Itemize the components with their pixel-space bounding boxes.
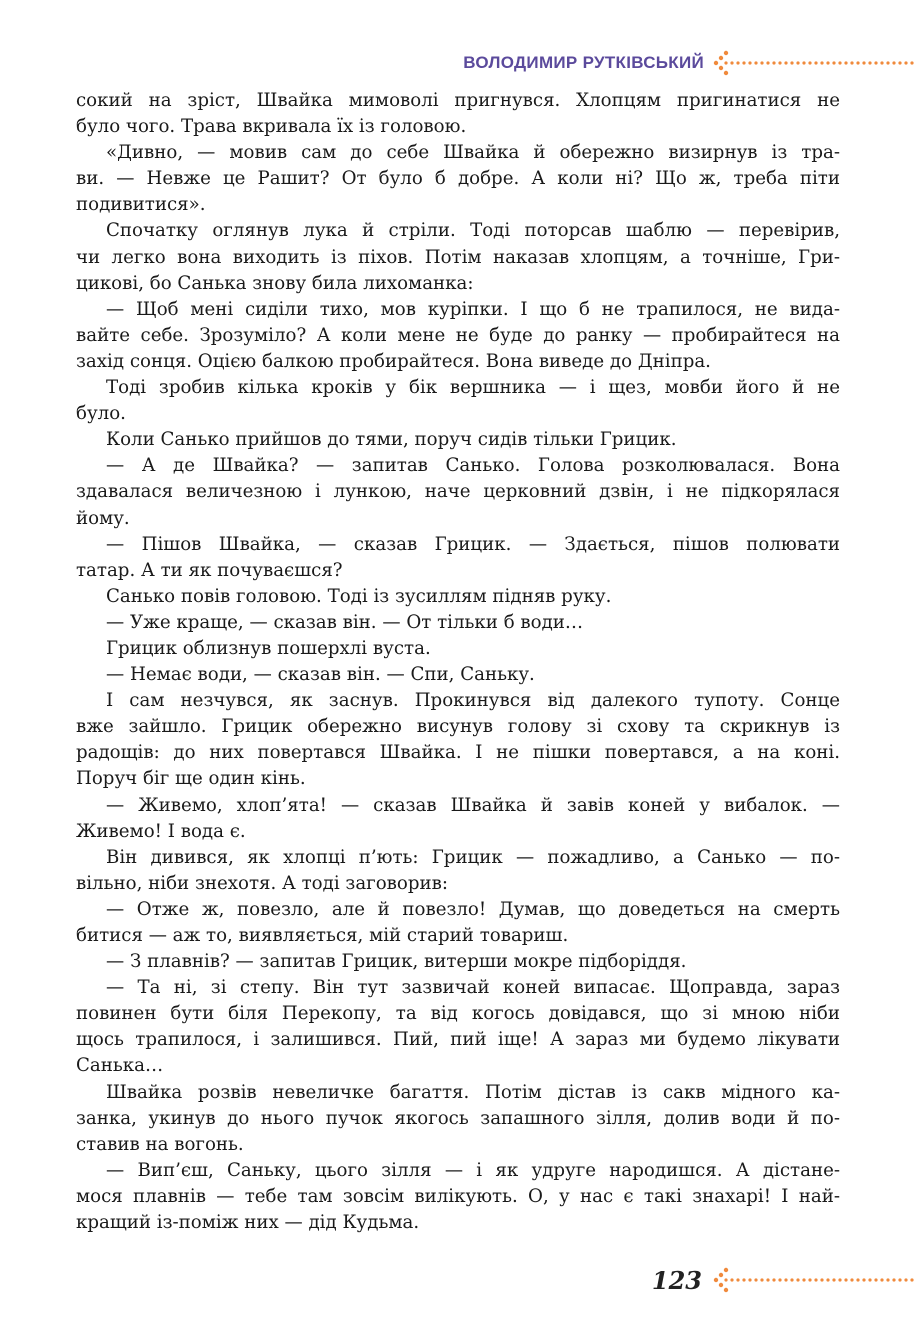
- text-line: радощів: до них повертався Швайка. І не пішки повертався, а на коні.: [76, 742, 840, 764]
- text-line: — Немає води, — сказав він. — Спи, Саньку.: [106, 664, 535, 686]
- text-line: Грицик облизнув пошерхлі вуста.: [106, 637, 431, 659]
- text-line: ставив на вогонь.: [76, 1133, 244, 1155]
- text-line: вільно, ніби знехотя. А тоді заговорив:: [76, 872, 448, 894]
- text-line: було.: [76, 403, 126, 425]
- text-line: здавалася величезною і лункою, наче церковний дзвін, і не підкорялася: [76, 481, 840, 503]
- text-line: мося плавнів — тебе там зовсім вилікують. О, у нас є такі знахарі! І най-: [76, 1185, 840, 1207]
- text-line: ви. — Невже це Рашит? От було б добре. А коли ні? Що ж, треба піти: [76, 168, 840, 190]
- text-line: Поруч біг ще один кінь.: [76, 768, 306, 790]
- text-line: Він дивився, як хлопці п’ють: Грицик — пожадливо, а Санько — по-: [106, 846, 840, 868]
- text-line: щось трапилося, і залишився. Пий, пий іще! А зараз ми будемо лікувати: [76, 1029, 840, 1051]
- text-line: йому.: [76, 507, 130, 529]
- story-text: [76, 88, 840, 1236]
- dotted-ornament-icon: [712, 1265, 918, 1295]
- page-number: 123: [651, 1265, 702, 1295]
- text-line: занка, укинув до нього пучок якогось запашного зілля, долив води й по-: [76, 1107, 840, 1129]
- text-line: — А де Швайка? — запитав Санько. Голова розколювалася. Вона: [106, 455, 840, 477]
- page-footer: [652, 1262, 918, 1298]
- text-line: кращий із-поміж них — дід Кудьма.: [76, 1212, 420, 1234]
- text-line: І сам незчувся, як заснув. Прокинувся від далекого тупоту. Сонце: [106, 690, 840, 712]
- text-line: — З плавнів? — запитав Грицик, витерши мокре підборіддя.: [106, 951, 687, 973]
- text-line: битися — аж то, виявляється, мій старий товариш.: [76, 925, 569, 946]
- text-line: повинен бути біля Перекопу, та від когось довідався, що зі мною ніби: [76, 1003, 840, 1025]
- dotted-ornament-icon: [712, 48, 918, 78]
- text-line: — Живемо, хлоп’ята! — сказав Швайка й завів коней у вибалок. —: [106, 794, 840, 816]
- text-line: цикові, бо Санька знову била лихоманка:: [76, 272, 474, 294]
- text-line: Тоді зробив кілька кроків у бік вершника — і щез, мовби його й не: [106, 377, 840, 399]
- text-line: — Отже ж, повезло, але й повезло! Думав, що доведеться на смерть: [106, 898, 840, 920]
- text-line: — Вип’єш, Саньку, цього зілля — і як удруге народишся. А дістане-: [106, 1159, 840, 1181]
- text-line: «Дивно, — мовив сам до себе Швайка й обережно визирнув із тра-: [106, 142, 840, 164]
- text-line: вайте себе. Зрозуміло? А коли мене не буде до ранку — пробирайтеся на: [76, 324, 840, 346]
- author-name: ВОЛОДИМИР РУТКІВСЬКИЙ: [463, 53, 704, 72]
- text-line: чи легко вона виходить із піхов. Потім наказав хлопцям, а точніше, Гри-: [76, 246, 840, 268]
- text-line: Санька…: [76, 1055, 164, 1077]
- text-line: татар. А ти як почуваєшся?: [76, 559, 343, 581]
- text-line: сокий на зріст, Швайка мимоволі пригнувся. Хлопцям пригинатися не: [76, 90, 840, 111]
- text-line: було чого. Трава вкривала їх із головою.: [76, 116, 467, 138]
- text-line: — Щоб мені сиділи тихо, мов курiпки. І що б не трапилося, не вида-: [106, 298, 840, 320]
- text-line: — Уже краще, — сказав він. — От тільки б води…: [106, 611, 584, 633]
- text-line: Спочатку оглянув лука й стріли. Тоді поторсав шаблю — перевірив,: [106, 220, 840, 242]
- text-line: — Пішов Швайка, — сказав Грицик. — Здається, пішов полювати: [106, 533, 840, 555]
- text-line: Санько повів головою. Тоді із зусиллям підняв руку.: [106, 585, 612, 607]
- text-line: вже зайшло. Грицик обережно висунув голову зі схову та скрикнув із: [76, 716, 840, 738]
- running-header: [463, 48, 918, 78]
- text-line: Коли Санько прийшов до тями, поруч сидів тільки Грицик.: [106, 429, 677, 451]
- text-line: — Та ні, зі степу. Він тут зазвичай коней випасає. Щоправда, зараз: [106, 977, 840, 999]
- text-line: подивитися».: [76, 194, 206, 216]
- text-line: Швайка розвів невеличке багаття. Потім дістав із сакв мідного ка-: [106, 1081, 840, 1103]
- text-line: Живемо! І вода є.: [76, 820, 246, 842]
- text-line: захід сонця. Оцією балкою пробирайтеся. Вона виведе до Дніпра.: [76, 350, 711, 372]
